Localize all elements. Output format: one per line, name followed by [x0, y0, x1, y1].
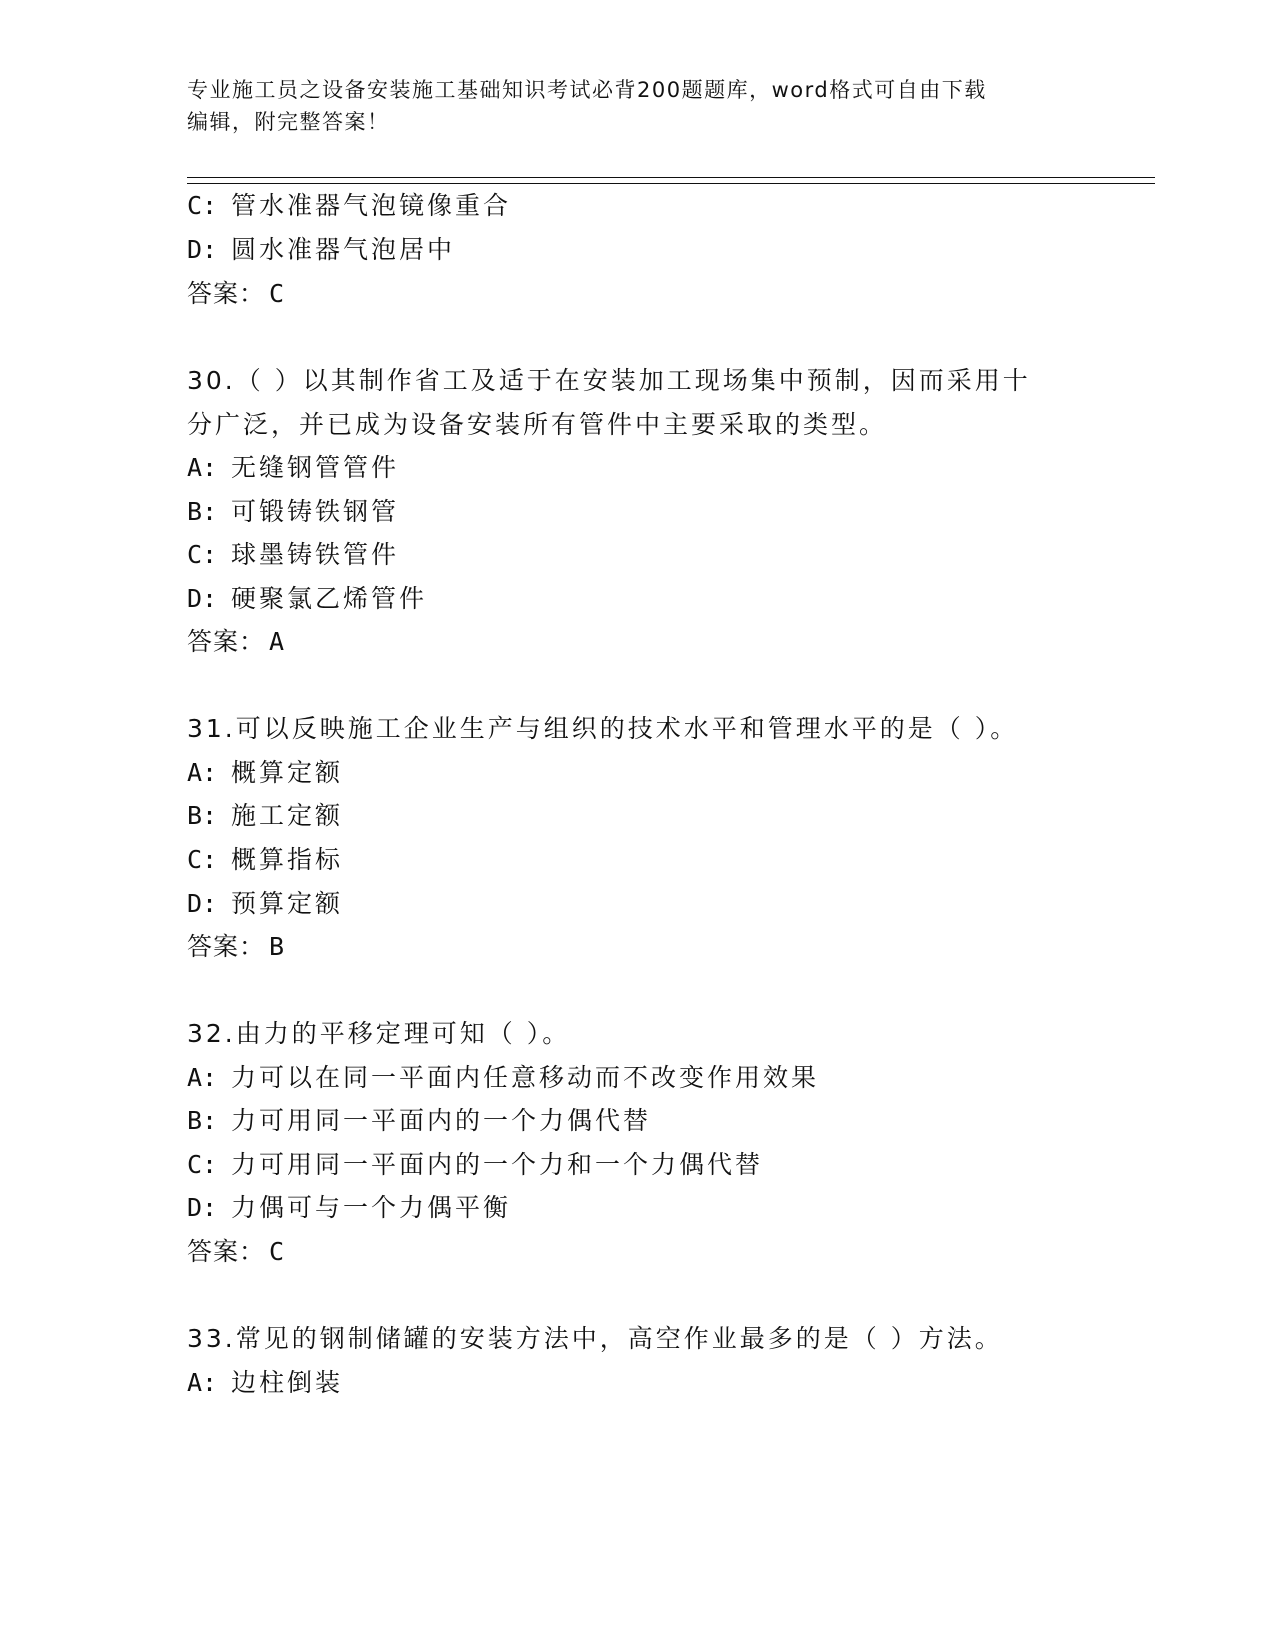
option-key: D:	[187, 889, 218, 918]
option-text: 力可用同一平面内的一个力偶代替	[231, 1106, 652, 1135]
document-header	[187, 74, 1087, 138]
option-key: D:	[187, 1193, 218, 1222]
option-b	[187, 800, 343, 832]
option-key: A:	[187, 758, 218, 787]
question-31: 31.可以反映施工企业生产与组织的技术水平和管理水平的是（ ）。	[187, 714, 1019, 743]
option-text: 概算指标	[231, 845, 344, 874]
option-text: 无缝钢管管件	[231, 453, 400, 482]
answer-label: 答案：	[187, 279, 266, 308]
answer-label: 答案：	[187, 932, 266, 961]
answer-value: B	[269, 932, 285, 961]
option-d	[187, 1192, 511, 1224]
option-text: 预算定额	[231, 889, 344, 918]
option-c	[187, 539, 399, 571]
option-d	[187, 583, 427, 615]
option-a	[187, 757, 343, 789]
option-a	[187, 1062, 819, 1094]
option-text: 边柱倒装	[231, 1368, 344, 1397]
option-text: 球墨铸铁管件	[231, 540, 400, 569]
answer-value: A	[269, 627, 285, 656]
option-key: B:	[187, 1106, 218, 1135]
header-rule-bottom	[187, 183, 1155, 184]
option-key: D:	[187, 235, 218, 264]
option-a	[187, 1367, 343, 1399]
option-c	[187, 844, 343, 876]
option-key: A:	[187, 1063, 218, 1092]
option-key: D:	[187, 584, 218, 613]
answer-value: C	[269, 1237, 285, 1266]
question-32: 32.由力的平移定理可知（ ）。	[187, 1019, 571, 1048]
question-33: 33.常见的钢制储罐的安装方法中，高空作业最多的是（ ）方法。	[187, 1324, 1003, 1353]
option-text: 硬聚氯乙烯管件	[231, 584, 428, 613]
option-b	[187, 496, 399, 528]
option-d	[187, 234, 455, 266]
option-key: C:	[187, 845, 218, 874]
option-key: C:	[187, 1150, 218, 1179]
option-key: B:	[187, 801, 218, 830]
option-text: 力可以在同一平面内任意移动而不改变作用效果	[231, 1063, 820, 1092]
option-key: C:	[187, 191, 218, 220]
answer-line	[187, 931, 284, 963]
option-c	[187, 1149, 763, 1181]
answer-line	[187, 1236, 284, 1268]
option-text: 力偶可与一个力偶平衡	[231, 1193, 512, 1222]
option-text: 概算定额	[231, 758, 344, 787]
question-30-line-1: 30.（ ）以其制作省工及适于在安装加工现场集中预制，因而采用十	[187, 366, 1031, 395]
option-key: B:	[187, 497, 218, 526]
option-text: 圆水准器气泡居中	[231, 235, 456, 264]
option-text: 管水准器气泡镜像重合	[231, 191, 512, 220]
option-b	[187, 1105, 651, 1137]
header-rule-top	[187, 177, 1155, 178]
option-text: 可锻铸铁钢管	[231, 497, 400, 526]
answer-label: 答案：	[187, 627, 266, 656]
answer-line	[187, 278, 284, 310]
option-a	[187, 452, 399, 484]
option-key: A:	[187, 453, 218, 482]
answer-value: C	[269, 279, 285, 308]
option-text: 力可用同一平面内的一个力和一个力偶代替	[231, 1150, 764, 1179]
option-d	[187, 888, 343, 920]
option-key: A:	[187, 1368, 218, 1397]
answer-label: 答案：	[187, 1237, 266, 1266]
question-30-line-2: 分广泛，并已成为设备安装所有管件中主要采取的类型。	[187, 410, 888, 439]
option-key: C:	[187, 540, 218, 569]
header-line-1: 专业施工员之设备安装施工基础知识考试必背200题题库，word格式可自由下载	[187, 78, 987, 102]
option-c	[187, 190, 511, 222]
header-line-2: 编辑，附完整答案！	[187, 110, 390, 134]
answer-line	[187, 626, 284, 658]
option-text: 施工定额	[231, 801, 344, 830]
